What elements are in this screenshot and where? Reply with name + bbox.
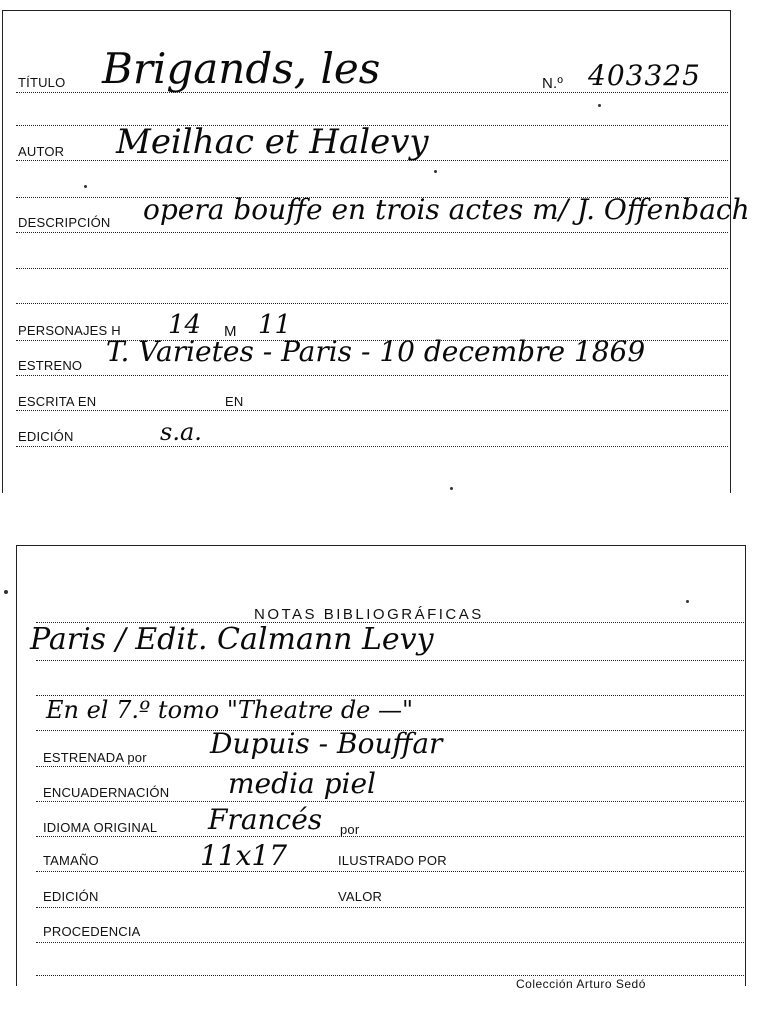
titulo-value: Brigands, les bbox=[102, 44, 381, 93]
scan-speck bbox=[450, 487, 453, 490]
note-line-1: Paris / Edit. Calmann Levy bbox=[30, 622, 434, 657]
valor-label: VALOR bbox=[338, 889, 383, 904]
rule-extra-4 bbox=[16, 303, 728, 304]
encuadernacion-value: media piel bbox=[228, 767, 376, 800]
descripcion-value: opera bouffe en trois actes m/ J. Offenbach bbox=[143, 193, 750, 226]
estrenada-label: ESTRENADA por bbox=[43, 750, 147, 765]
rule-encuadernacion bbox=[36, 801, 744, 802]
rule-idioma bbox=[36, 836, 744, 837]
autor-value: Meilhac et Halevy bbox=[116, 122, 429, 162]
ilustrado-label: ILUSTRADO POR bbox=[338, 853, 447, 868]
scan-speck bbox=[598, 104, 601, 107]
procedencia-label: PROCEDENCIA bbox=[43, 924, 141, 939]
rule-escrita bbox=[16, 410, 728, 411]
estreno-label: ESTRENO bbox=[18, 358, 83, 373]
rule-procedencia bbox=[36, 942, 744, 943]
estrenada-value: Dupuis - Bouffar bbox=[210, 727, 443, 760]
rule-descripcion bbox=[16, 232, 728, 233]
rule-tamano bbox=[36, 871, 744, 872]
rule-estreno bbox=[16, 375, 728, 376]
personajes-h-value: 14 bbox=[168, 310, 202, 340]
rule-note-1 bbox=[36, 660, 744, 661]
edicion-value: s.a. bbox=[160, 418, 202, 446]
titulo-label: TÍTULO bbox=[18, 75, 66, 90]
numero-value: 403325 bbox=[588, 59, 701, 92]
idioma-por-label: por bbox=[340, 822, 360, 837]
idioma-label: IDIOMA ORIGINAL bbox=[43, 820, 158, 835]
scan-speck bbox=[686, 600, 689, 603]
autor-label: AUTOR bbox=[18, 144, 65, 159]
rule-estrenada bbox=[36, 766, 744, 767]
tamano-label: TAMAÑO bbox=[43, 853, 99, 868]
escrita-en-second-label: EN bbox=[225, 394, 244, 409]
personajes-m-label: M bbox=[224, 323, 237, 340]
scan-speck bbox=[4, 590, 8, 594]
notas-heading: NOTAS BIBLIOGRÁFICAS bbox=[254, 606, 484, 623]
descripcion-label: DESCRIPCIÓN bbox=[18, 215, 111, 230]
rule-extra-3 bbox=[16, 268, 728, 269]
note-line-2: En el 7.º tomo "Theatre de —" bbox=[46, 696, 414, 724]
estreno-value: T. Varietes - Paris - 10 decembre 1869 bbox=[106, 335, 646, 368]
encuadernacion-label: ENCUADERNACIÓN bbox=[43, 785, 170, 800]
rule-edicion bbox=[16, 446, 728, 447]
personajes-m-value: 11 bbox=[258, 310, 292, 340]
scan-speck bbox=[84, 185, 87, 188]
edicion-back-label: EDICIÓN bbox=[43, 889, 99, 904]
idioma-value: Francés bbox=[208, 803, 323, 836]
rule-last bbox=[36, 975, 744, 976]
tamano-value: 11x17 bbox=[200, 839, 288, 872]
escrita-en-label: ESCRITA EN bbox=[18, 394, 97, 409]
scan-speck bbox=[434, 170, 437, 173]
collection-footer: Colección Arturo Sedó bbox=[516, 977, 646, 991]
personajes-label: PERSONAJES H bbox=[18, 323, 121, 338]
edicion-label: EDICIÓN bbox=[18, 429, 74, 444]
numero-label: N.º bbox=[542, 75, 564, 92]
rule-edicion-back bbox=[36, 907, 744, 908]
